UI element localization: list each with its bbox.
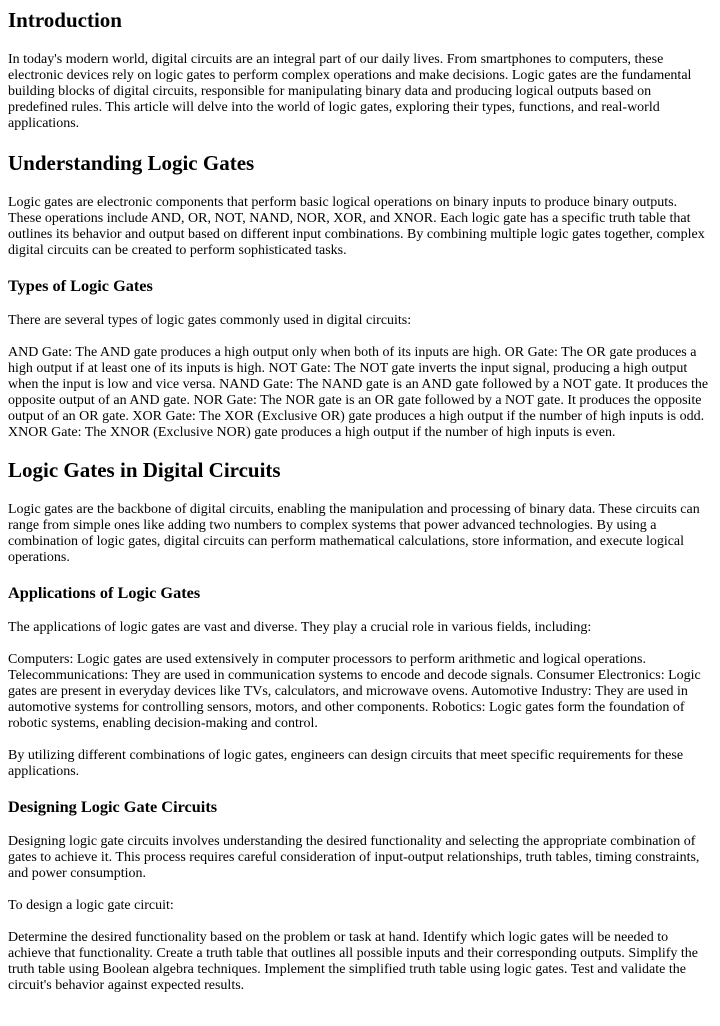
paragraph-applications-intro: The applications of logic gates are vast and diverse. They play a crucial role in various fields, including:: [8, 620, 592, 635]
heading-types-of-logic-gates: Types of Logic Gates: [8, 276, 153, 295]
paragraph-understanding: Logic gates are electronic components that perform basic logical operations on binary inputs to produce binary outputs. These operations include AND, OR, NOT, NAND, NOR, XOR, and XNOR. Each logic gate has a specific truth table that outlines its behavior and output based on different input combinations. By combining multiple logic gates together, complex digital circuits can be created to perform sophisticated tasks.: [8, 195, 705, 258]
paragraph-digital-circuits: Logic gates are the backbone of digital circuits, enabling the manipulation and processing of binary data. These circuits can range from simple ones like adding two numbers to complex systems that power advanced technologies. By using a combination of logic gates, digital circuits can perform mathematical calculations, store information, and execute logical operations.: [8, 502, 700, 565]
paragraph-applications-summary: By utilizing different combinations of logic gates, engineers can design circuits that meet specific requirements for these applications.: [8, 748, 684, 779]
heading-applications-of-logic-gates: Applications of Logic Gates: [8, 583, 201, 602]
paragraph-types-list: AND Gate: The AND gate produces a high output only when both of its inputs are high. OR Gate: The OR gate produces a high output if at least one of its inputs is high. NOT Gate: The NOT gate inverts the input signal, producing a high output when the input is low and vice versa. NAND Gate: The NAND gate is an AND gate followed by a NOT gate. It produces the opposite output of an AND gate. NOR Gate: The NOR gate is an OR gate followed by a NOT gate. It produces the opposite output of an OR gate. XOR Gate: The XOR (Exclusive OR) gate produces a high output if the number of high inputs is odd. XNOR Gate: The XNOR (Exclusive NOR) gate produces a high output if the number of high inputs is even.: [8, 345, 709, 440]
heading-designing-logic-gate-circuits: Designing Logic Gate Circuits: [8, 797, 218, 816]
paragraph-types-intro: There are several types of logic gates commonly used in digital circuits:: [8, 313, 412, 328]
paragraph-introduction: In today's modern world, digital circuits are an integral part of our daily lives. From smartphones to computers, these electronic devices rely on logic gates to perform complex operations and make decisions. Logic gates are the fundamental building blocks of digital circuits, responsible for manipulating binary data and producing logical outputs based on predefined rules. This article will delve into the world of logic gates, exploring their types, functions, and real-world applications.: [8, 52, 692, 131]
article: [0, 8, 720, 994]
paragraph-designing-steps: Determine the desired functionality based on the problem or task at hand. Identify which logic gates will be needed to achieve that functionality. Create a truth table that outlines all possible inputs and their corresponding outputs. Simplify the truth table using Boolean algebra techniques. Implement the simplified truth table using logic gates. Test and validate the circuit's behavior against expected results.: [8, 930, 698, 993]
heading-introduction: Introduction: [8, 8, 122, 32]
heading-understanding-logic-gates: Understanding Logic Gates: [8, 151, 255, 175]
paragraph-designing-intro: Designing logic gate circuits involves understanding the desired functionality and selecting the appropriate combination of gates to achieve it. This process requires careful consideration of input-output relationships, truth tables, timing constraints, and power consumption.: [8, 834, 700, 881]
heading-logic-gates-in-digital-circuits: Logic Gates in Digital Circuits: [8, 458, 281, 482]
paragraph-applications-list: Computers: Logic gates are used extensively in computer processors to perform arithmetic and logical operations. Telecommunications: They are used in communication systems to encode and decode signals. Consumer Electronics: Logic gates are present in everyday devices like TVs, calculators, and microwave ovens. Automotive Industry: They are used in automotive systems for controlling sensors, motors, and other components. Robotics: Logic gates form the foundation of robotic systems, enabling decision-making and control.: [8, 652, 701, 731]
paragraph-designing-steps-intro: To design a logic gate circuit:: [8, 898, 174, 913]
